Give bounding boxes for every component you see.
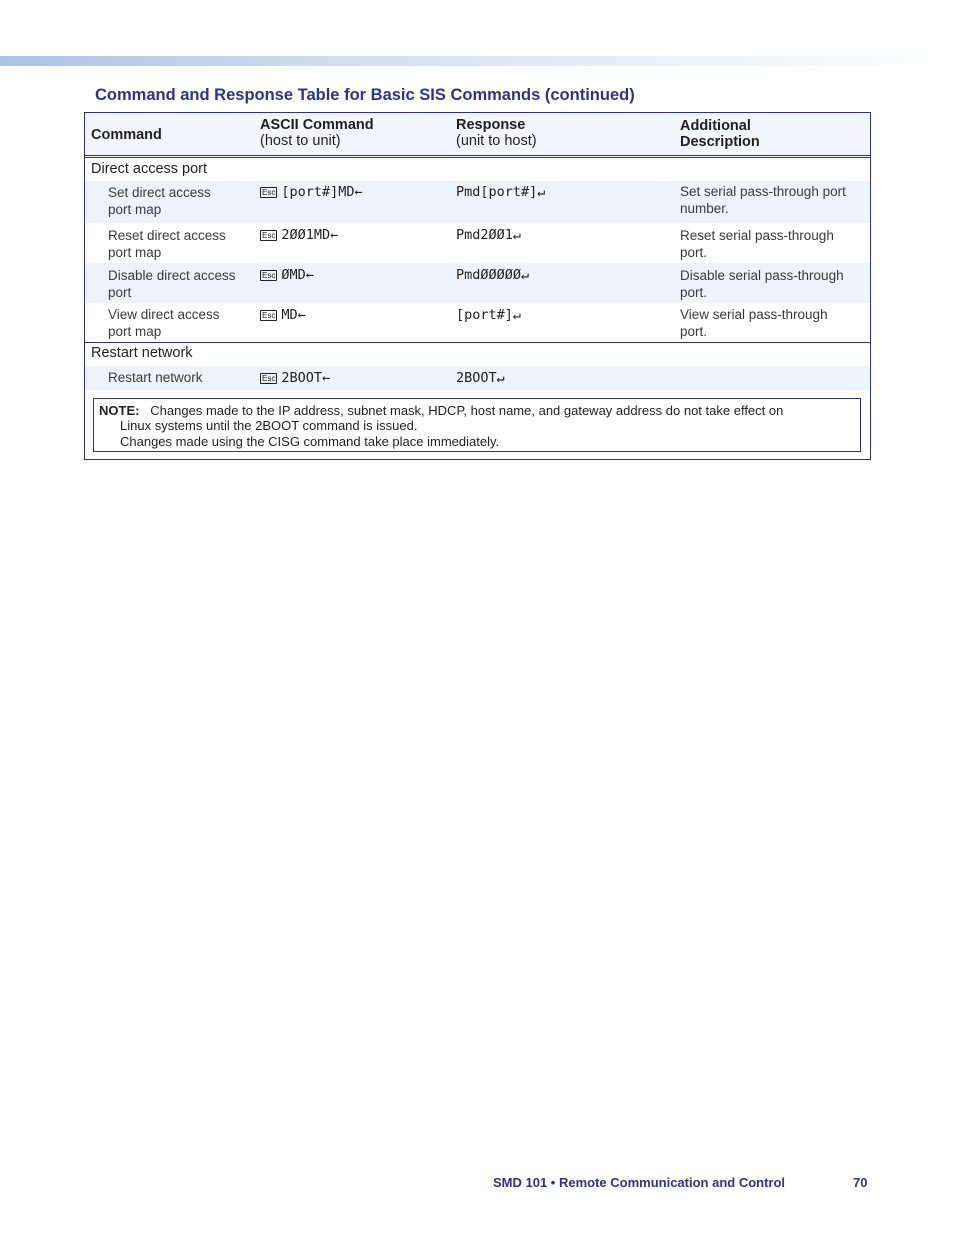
footer-page-number: 70 — [853, 1175, 868, 1190]
table-title: Command and Response Table for Basic SIS Commands (continued) — [95, 86, 635, 104]
section-heading: Direct access port — [91, 161, 208, 177]
table-row — [85, 366, 870, 390]
command-name: Restart network — [108, 370, 203, 385]
left-arrow-icon: ← — [321, 370, 331, 386]
table-header — [85, 113, 870, 156]
left-arrow-icon: ← — [297, 307, 306, 323]
note-label: NOTE: — [99, 403, 140, 418]
footer-document-title: SMD 101 • Remote Communication and Control — [493, 1175, 786, 1190]
header-divider — [85, 157, 870, 158]
esc-key-icon: Esc — [262, 271, 276, 280]
header-description: Additional Description — [680, 118, 760, 150]
response: PmdØØØØØ↵ — [456, 267, 530, 283]
description: Reset serial pass-through port. — [680, 228, 834, 260]
note-text: Changes made using the CISG command take place immediately. — [120, 434, 500, 449]
note-text: Linux systems until the 2BOOT command is issued. — [120, 418, 418, 433]
enter-icon: ↵ — [512, 307, 522, 323]
header-response: Response (unit to host) — [456, 117, 537, 149]
table-row — [85, 181, 870, 223]
description: Disable serial pass-through port. — [680, 268, 844, 300]
header-ascii: ASCII Command (host to unit) — [260, 117, 374, 149]
response: 2BOOT↵ — [456, 370, 505, 386]
command-name: View direct access port map — [108, 307, 220, 339]
ascii-command: Esc 2ØØ1MD← — [262, 227, 339, 243]
ascii-command: Esc [port#]MD← — [262, 184, 363, 200]
section-heading: Restart network — [91, 345, 193, 361]
note-text: NOTE: Changes made to the IP address, subnet mask, HDCP, host name, and gateway address do not take effect on — [99, 403, 784, 418]
table-row — [85, 303, 870, 342]
esc-key-icon: Esc — [262, 188, 276, 197]
esc-key-icon: Esc — [262, 374, 276, 383]
table-row — [85, 263, 870, 303]
description: Set serial pass-through port number. — [680, 184, 846, 216]
command-name: Reset direct access port map — [108, 228, 226, 260]
response: [port#]↵ — [456, 307, 522, 323]
header-command: Command — [91, 127, 162, 143]
ascii-command: Esc 2BOOT← — [262, 370, 331, 386]
command-name: Disable direct access port — [108, 268, 236, 300]
command-table — [84, 112, 871, 460]
enter-icon: ↵ — [512, 227, 522, 243]
description: View serial pass-through port. — [680, 307, 828, 339]
ascii-command: Esc ØMD← — [262, 267, 314, 283]
ascii-command: Esc MD← — [262, 307, 306, 323]
enter-icon: ↵ — [496, 370, 505, 386]
left-arrow-icon: ← — [330, 227, 339, 243]
left-arrow-icon: ← — [354, 184, 363, 200]
response: Pmd2ØØ1↵ — [456, 227, 522, 243]
header-gradient-bar — [0, 56, 954, 66]
esc-key-icon: Esc — [262, 231, 276, 240]
enter-icon: ↵ — [521, 267, 530, 283]
enter-icon: ↵ — [537, 184, 546, 200]
command-name: Set direct access port map — [108, 185, 211, 217]
esc-key-icon: Esc — [262, 311, 276, 320]
section-divider — [85, 342, 870, 343]
left-arrow-icon: ← — [305, 267, 314, 283]
note-box — [93, 398, 861, 452]
table-row — [85, 223, 870, 263]
response: Pmd[port#]↵ — [456, 184, 546, 200]
